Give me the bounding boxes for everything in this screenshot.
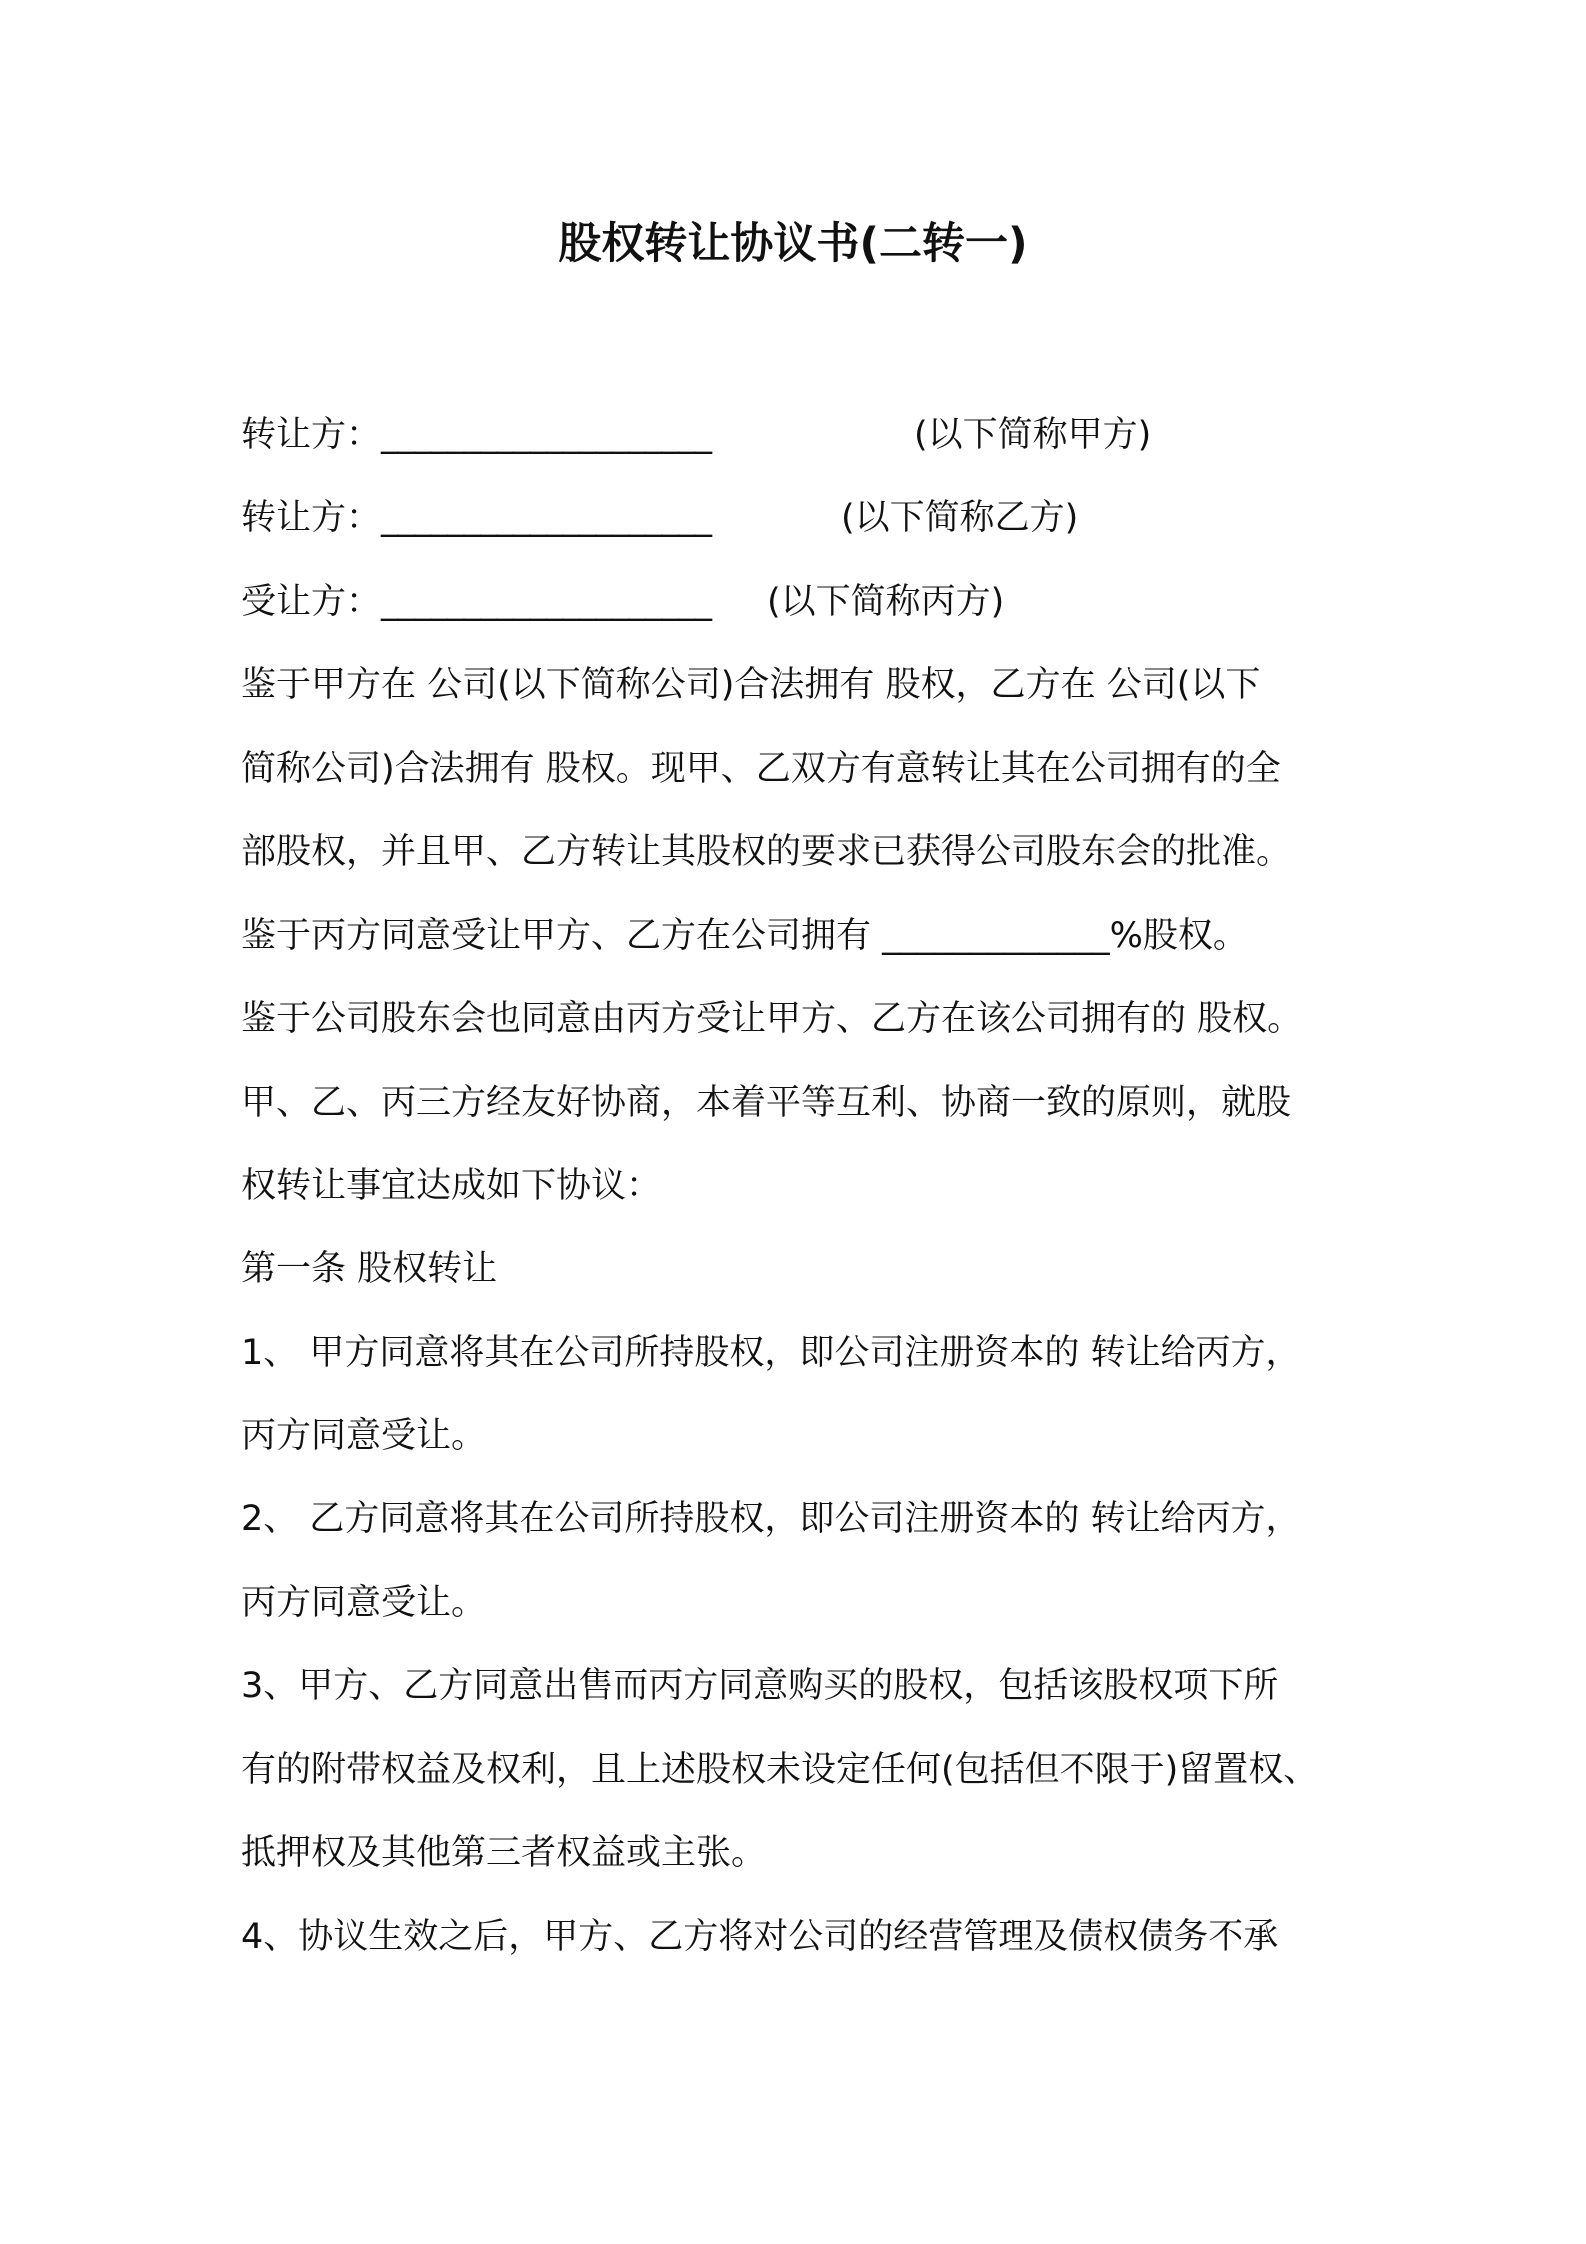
- party-alias-note: (以下简称甲方): [914, 415, 1152, 455]
- body-line: 鉴于公司股东会也同意由丙方受让甲方、乙方在该公司拥有的 股权。: [241, 999, 1303, 1039]
- party-alias-note: (以下简称乙方): [841, 498, 1079, 538]
- body-line: 4、协议生效之后，甲方、乙方将对公司的经营管理及债权债务不承: [241, 1917, 1279, 1957]
- body-line: 3、甲方、乙方同意出售而丙方同意购买的股权，包括该股权项下所: [241, 1666, 1279, 1706]
- body-line: 甲、乙、丙三方经友好协商，本着平等互利、协商一致的原则，就股: [241, 1083, 1292, 1123]
- party-name-blank: ____________________: [381, 582, 712, 622]
- party-label: 受让方：: [241, 582, 382, 622]
- party-label: 转让方：: [241, 415, 382, 455]
- party-alias-note: (以下简称丙方): [767, 582, 1005, 622]
- body-line: 有的附带权益及权利，且上述股权未设定任何(包括但不限于)留置权、: [241, 1750, 1319, 1790]
- section-heading: 第一条 股权转让: [241, 1249, 498, 1289]
- body-line: 丙方同意受让。: [241, 1416, 487, 1456]
- body-line: 1、 甲方同意将其在公司所持股权，即公司注册资本的 转让给丙方，: [241, 1333, 1301, 1373]
- party-label: 转让方：: [241, 498, 382, 538]
- document-title: 股权转让协议书(二转一): [558, 219, 1028, 269]
- body-line: 丙方同意受让。: [241, 1583, 487, 1623]
- body-line: 部股权，并且甲、乙方转让其股权的要求已获得公司股东会的批准。: [241, 832, 1292, 872]
- party-line-transferor-b: [241, 493, 1078, 543]
- body-line: 2、 乙方同意将其在公司所持股权，即公司注册资本的 转让给丙方，: [241, 1499, 1301, 1539]
- party-line-transferor-a: [241, 410, 1151, 460]
- party-name-blank: ____________________: [381, 415, 712, 455]
- party-line-transferee: [241, 577, 1004, 627]
- body-line: 权转让事宜达成如下协议：: [241, 1166, 662, 1206]
- party-name-blank: ____________________: [381, 498, 712, 538]
- body-line: 简称公司)合法拥有 股权。现甲、乙双方有意转让其在公司拥有的全: [241, 749, 1281, 789]
- body-line: 鉴于甲方在 公司(以下简称公司)合法拥有 股权，乙方在 公司(以下: [241, 665, 1261, 705]
- body-line: 鉴于丙方同意受让甲方、乙方在公司拥有 _____________%股权。: [241, 916, 1248, 956]
- body-line: 抵押权及其他第三者权益或主张。: [241, 1833, 767, 1873]
